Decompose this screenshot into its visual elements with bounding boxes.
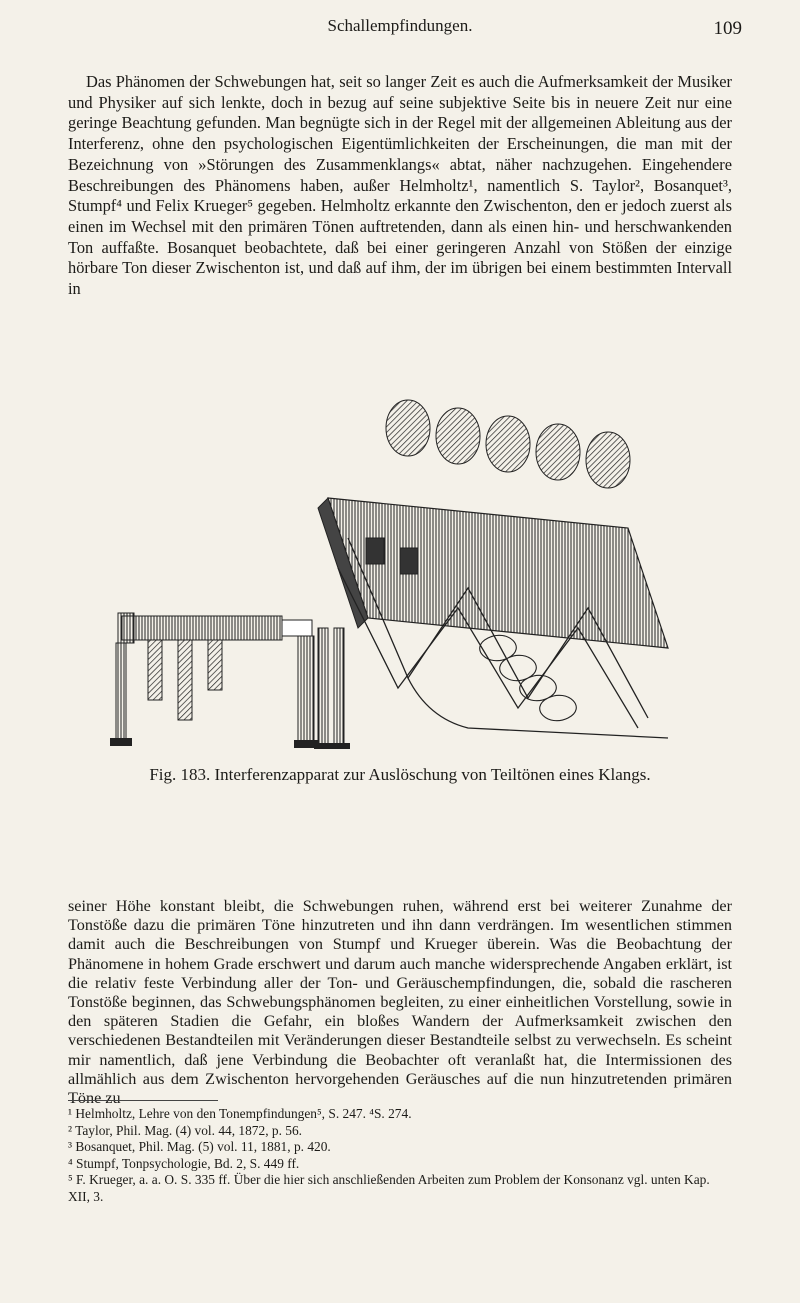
figure-caption: Fig. 183. Interferenzapparat zur Auslöschung von Teiltönen eines Klangs. bbox=[149, 765, 651, 784]
page-number: 109 bbox=[713, 18, 742, 39]
paragraph-text: seiner Höhe konstant bleibt, die Schwebungen ruhen, während erst bei weiterer Zunahme der Tonstöße dazu die primären Töne hinzutreten und ihn dann verdrängen. Im wesentlichen stimmen damit auch die Beschreibungen von Stumpf und Krueger überein. Was die Beobachtung der Phänomene in hohem Grade erschwert und darum auch manche widersprechende Angaben erklärt, ist die relativ feste Verbindung aller der Ton- und Geräuschempfindungen, die, sobald die rascheren Tonstöße beginnen, das Schwebungsphänomen begleiten, zu einer einheitlichen Vorstellung, sowie in den späteren Stadien die Gefahr, ein bloßes Wandern der Aufmerksamkeit zwischen den verschiedenen Bestandteilen mit Veränderungen dieser Bestandteile selbst zu verwechseln. Es scheint mir namentlich, daß jene Verbindung die Beobachter oft veranlaßt hat, die Intermissionen des allmählich aus dem Zwischenton hervorgehenden Geräusches auf die nun hinzutretenden primären Töne zu bbox=[68, 897, 732, 1108]
footnote: ¹ Helmholtz, Lehre von den Tonempfindungen⁵, S. 247. ⁴S. 274. bbox=[68, 1106, 412, 1121]
footnote: ³ Bosanquet, Phil. Mag. (5) vol. 11, 1881, p. 420. bbox=[68, 1139, 331, 1155]
interference-apparatus-figure bbox=[108, 388, 688, 756]
footnote: ⁴ Stumpf, Tonpsychologie, Bd. 2, S. 449 ff. bbox=[68, 1155, 300, 1171]
footnote: ⁵ F. Krueger, a. a. O. S. 335 ff. Über die hier sich anschließenden Arbeiten zum Problem der Konsonanz vgl. unten Kap. XII, 3. bbox=[68, 1172, 710, 1204]
running-title: Schallempfindungen. bbox=[327, 16, 473, 35]
footnotes bbox=[68, 1106, 732, 1206]
paragraph-text: Das Phänomen der Schwebungen hat, seit so langer Zeit es auch die Aufmerksamkeit der Musiker und Physiker auf sich lenkte, doch in bezug auf seine subjektive Seite bis in neuere Zeit nur eine geringe Beachtung gefunden. Man begnügte sich in der Regel mit der allgemeinen Ableitung aus der Interferenz, ohne den psychologischen Eigentümlichkeiten der Erscheinungen, die man mit der Bezeichnung von »Störungen des Zusammenklangs« abtat, näher nachzugehen. Eingehendere Beschreibungen des Phänomens haben, außer Helmholtz¹, namentlich S. Taylor², Bosanquet³, Stumpf⁴ und Felix Krueger⁵ gegeben. Helmholtz erkannte den Zwischenton, den er jedoch zuerst als einen im Wechsel mit den primären Tönen auftretenden, dann als einen hin- und herschwankenden Ton auffaßte. Bosanquet beobachtete, daß bei einer geringeren Anzahl von Stößen der einzige hörbare Ton dieser Zwischenton ist, und daß auf ihm, der im übrigen bei einem bestimmten Intervall in bbox=[68, 72, 732, 299]
body-paragraph-1 bbox=[68, 72, 732, 300]
footnote: ² Taylor, Phil. Mag. (4) vol. 44, 1872, p. 56. bbox=[68, 1122, 303, 1138]
body-paragraph-2 bbox=[68, 897, 732, 1108]
page-header bbox=[0, 14, 800, 44]
footnote-rule bbox=[68, 1100, 218, 1101]
